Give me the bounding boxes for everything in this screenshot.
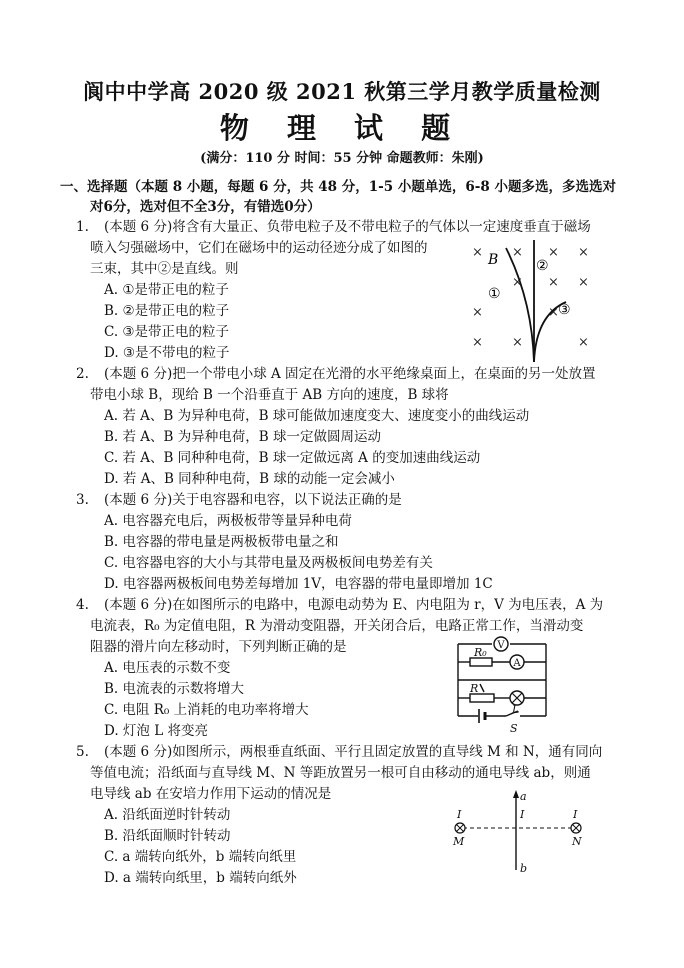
- question-stem: (本题 6 分)关于电容器和电容，以下说法正确的是: [104, 492, 402, 508]
- option: C. 电阻 R₀ 上消耗的电功率将增大: [104, 702, 309, 718]
- question-stem: 等值电流；沿纸面与直导线 M、N 等距放置另一根可自由移动的通电导线 ab，则通: [90, 765, 591, 781]
- field-cross: ×: [472, 245, 483, 260]
- option: D. a 端转向纸里，b 端转向纸外: [104, 870, 297, 886]
- section-heading: 一、选择题（本题 8 小题，每题 6 分，共 48 分，1-5 小题单选，6-8 小题多选，多选选对: [60, 179, 616, 195]
- option: A. 沿纸面逆时针转动: [104, 807, 231, 823]
- label-b: b: [520, 862, 528, 875]
- field-cross: ×: [578, 245, 589, 260]
- option: D. 电容器两极板间电势差每增加 1V，电容器的带电量即增加 1C: [104, 576, 493, 592]
- r-label: R: [470, 682, 479, 695]
- exam-title: 阆中中学高 2020 级 2021 秋第三学月教学质量检测: [83, 79, 601, 104]
- field-cross: ×: [472, 305, 483, 320]
- question-number: 2.: [76, 366, 89, 382]
- label-m: M: [453, 835, 465, 848]
- track-label-2: ②: [536, 258, 549, 274]
- option: B. 电容器的带电量是两极板带电量之和: [104, 534, 339, 550]
- option: B. 沿纸面顺时针转动: [104, 828, 231, 844]
- field-cross: ×: [548, 245, 559, 260]
- field-label-b: B: [488, 252, 499, 268]
- question-number: 4.: [76, 597, 89, 613]
- question-stem: 电流表，R₀ 为定值电阻，R 为滑动变阻器，开关闭合后，电路正常工作，当滑动变: [90, 618, 584, 634]
- label-i-left: I: [457, 808, 462, 821]
- question-stem: 三束，其中②是直线。则: [90, 261, 239, 277]
- option: A. 电压表的示数不变: [104, 660, 231, 676]
- option: D. ③是不带电的粒子: [104, 345, 230, 361]
- label-n: N: [572, 835, 582, 848]
- ammeter-label: A: [513, 658, 521, 669]
- question-stem: (本题 6 分)把一个带电小球 A 固定在光滑的水平绝缘桌面上，在桌面的另一处放置: [104, 366, 596, 382]
- question-stem: 阻器的滑片向左移动时，下列判断正确的是: [90, 639, 347, 655]
- voltmeter-label: V: [497, 640, 505, 651]
- field-cross: ×: [512, 245, 523, 260]
- option: C. 电容器电容的大小与其带电量及两极板间电势差有关: [104, 555, 433, 571]
- magnetic-field-figure: [466, 240, 606, 365]
- option: A. 若 A、B 为异种电荷，B 球可能做加速度变大、速度变小的曲线运动: [104, 408, 530, 424]
- option: D. 灯泡 L 将变亮: [104, 723, 208, 739]
- question-stem: 喷入匀强磁场中，它们在磁场中的运动径迹分成了如图的: [90, 240, 428, 256]
- field-cross: ×: [548, 275, 559, 290]
- field-cross: ×: [512, 335, 523, 350]
- lamp-label: L: [512, 703, 520, 716]
- question-stem: (本题 6 分)如图所示，两根垂直纸面、平行且固定放置的直导线 M 和 N，通有同向: [104, 744, 603, 760]
- option: C. a 端转向纸外，b 端转向纸里: [104, 849, 297, 865]
- option: A. ①是带正电的粒子: [104, 282, 229, 298]
- option: B. ②是带正电的粒子: [104, 303, 230, 319]
- section-heading-cont: 对6分，选对但不全3分，有错选0分）: [90, 199, 321, 215]
- label-a: a: [520, 790, 527, 803]
- option: C. 若 A、B 同种种电荷，B 球一定做远离 A 的变加速曲线运动: [104, 450, 481, 466]
- option: B. 电流表的示数将增大: [104, 681, 245, 697]
- question-number: 3.: [76, 492, 89, 508]
- field-cross: ×: [578, 335, 589, 350]
- option: B. 若 A、B 为异种电荷，B 球一定做圆周运动: [104, 429, 381, 445]
- option: A. 电容器充电后，两极板带等量异种电荷: [104, 513, 352, 529]
- switch-label: S: [510, 722, 518, 735]
- question-number: 1.: [76, 219, 89, 235]
- field-cross: ×: [578, 275, 589, 290]
- option: C. ③是带正电的粒子: [104, 324, 230, 340]
- question-stem: 电导线 ab 在安培力作用下运动的情况是: [90, 786, 332, 802]
- label-i-mid: I: [520, 808, 525, 821]
- option: D. 若 A、B 同种种电荷，B 球的动能一定会减小: [104, 471, 395, 487]
- current-arrow-icon: [513, 790, 519, 798]
- subject-title: 物 理 试 题: [219, 111, 465, 145]
- wires-figure: [448, 788, 598, 880]
- question-stem: (本题 6 分)在如图所示的电路中，电源电动势为 E、内电阻为 r，V 为电压表，A 为: [104, 597, 604, 613]
- label-i-right: I: [573, 808, 578, 821]
- track-label-3: ③: [558, 302, 571, 318]
- question-number: 5.: [76, 744, 89, 760]
- field-cross: ×: [472, 335, 483, 350]
- field-cross: ×: [512, 275, 523, 290]
- exam-info: (满分：110 分 时间：55 分钟 命题教师：朱刚): [200, 151, 484, 166]
- r0-label: R₀: [474, 646, 487, 659]
- field-cross: ×: [548, 305, 559, 320]
- track-label-1: ①: [488, 286, 501, 302]
- circuit-figure: [454, 632, 554, 737]
- question-stem: (本题 6 分)将含有大量正、负带电粒子及不带电粒子的气体以一定速度垂直于磁场: [104, 219, 591, 235]
- question-stem: 带电小球 B，现给 B 一个沿垂直于 AB 方向的速度，B 球将: [90, 387, 449, 403]
